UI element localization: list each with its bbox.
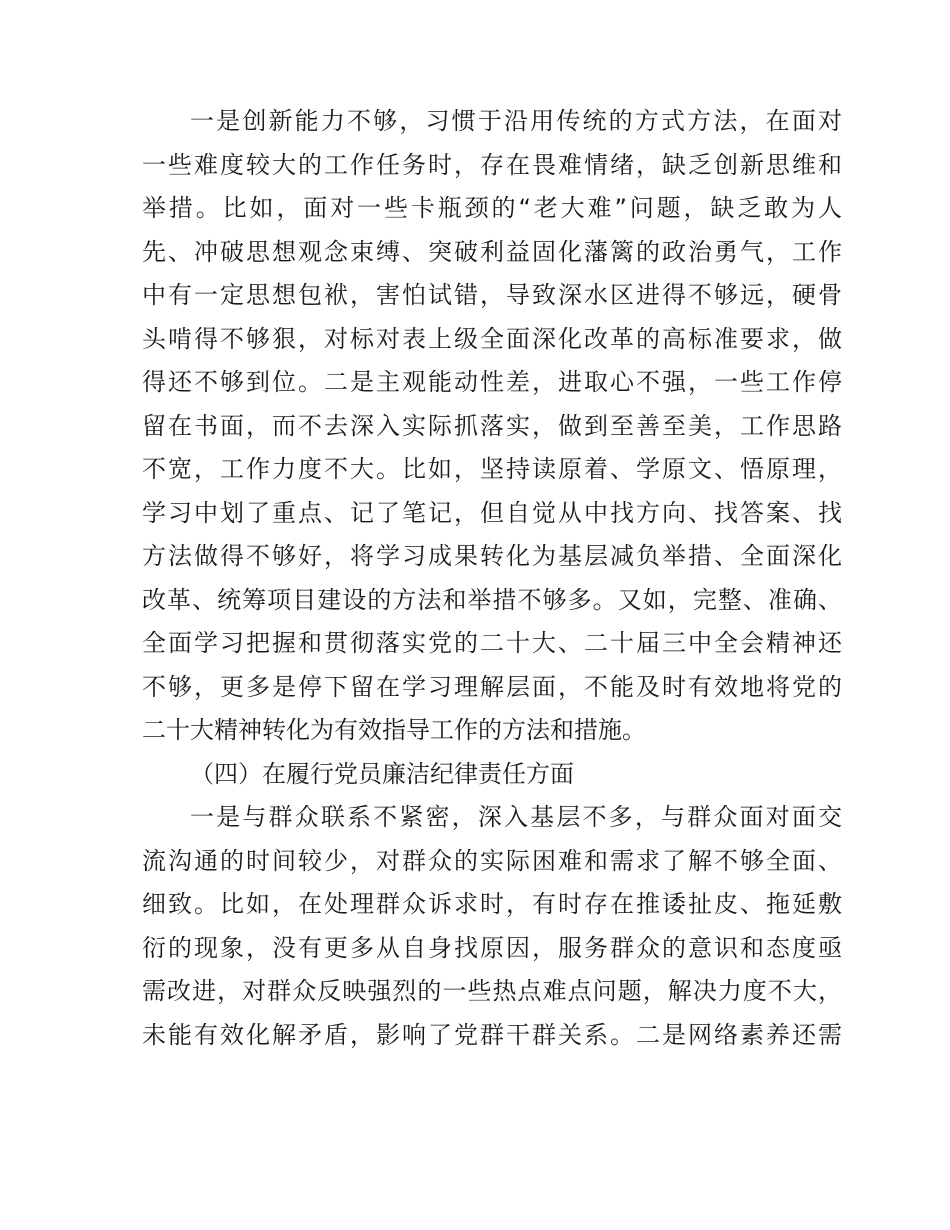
text-line: 一是与群众联系不紧密，深入基层不多，与群众面对面交 — [190, 803, 842, 831]
document-body — [142, 100, 842, 1057]
text-line: 方法做得不够好，将学习成果转化为基层减负举措、全面深化 — [142, 542, 842, 570]
text-line: 一是创新能力不够，习惯于沿用传统的方式方法，在面对 — [190, 107, 842, 135]
text-line: 全面学习把握和贯彻落实党的二十大、二十届三中全会精神还 — [142, 629, 842, 657]
text-line: 需改进，对群众反映强烈的一些热点难点问题，解决力度不大， — [142, 977, 842, 1005]
text-line: 学习中划了重点、记了笔记，但自觉从中找方向、找答案、找 — [142, 498, 842, 527]
text-line: 先、冲破思想观念束缚、突破利益固化藩篱的政治勇气，工作 — [142, 237, 842, 266]
text-line: 留在书面，而不去深入实际抓落实，做到至善至美，工作思路 — [142, 411, 842, 440]
text-line: 不够，更多是停下留在学习理解层面，不能及时有效地将党的 — [142, 672, 842, 701]
section-heading: （四）在履行党员廉洁纪律责任方面 — [190, 759, 574, 788]
text-line: 不宽，工作力度不大。比如，坚持读原着、学原文、悟原理， — [142, 455, 842, 483]
text-line: 得还不够到位。二是主观能动性差，进取心不强，一些工作停 — [142, 368, 842, 396]
text-line: 中有一定思想包袱，害怕试错，导致深水区进得不够远，硬骨 — [142, 281, 842, 309]
text-line: 一些难度较大的工作任务时，存在畏难情绪，缺乏创新思维和 — [142, 150, 842, 179]
text-line: 衍的现象，没有更多从自身找原因，服务群众的意识和态度亟 — [142, 933, 842, 962]
text-line: 细致。比如，在处理群众诉求时，有时存在推诿扯皮、拖延敷 — [142, 890, 842, 918]
text-line: 未能有效化解矛盾，影响了党群干群关系。二是网络素养还需 — [142, 1020, 842, 1049]
text-line: 头啃得不够狠，对标对表上级全面深化改革的高标准要求，做 — [142, 324, 842, 353]
text-line: 改革、统筹项目建设的方法和举措不够多。又如，完整、准确、 — [142, 585, 842, 614]
text-line: 举措。比如，面对一些卡瓶颈的“老大难”问题，缺乏敢为人 — [142, 194, 842, 222]
text-line: 二十大精神转化为有效指导工作的方法和措施。 — [142, 716, 646, 744]
text-line: 流沟通的时间较少，对群众的实际困难和需求了解不够全面、 — [142, 846, 842, 875]
